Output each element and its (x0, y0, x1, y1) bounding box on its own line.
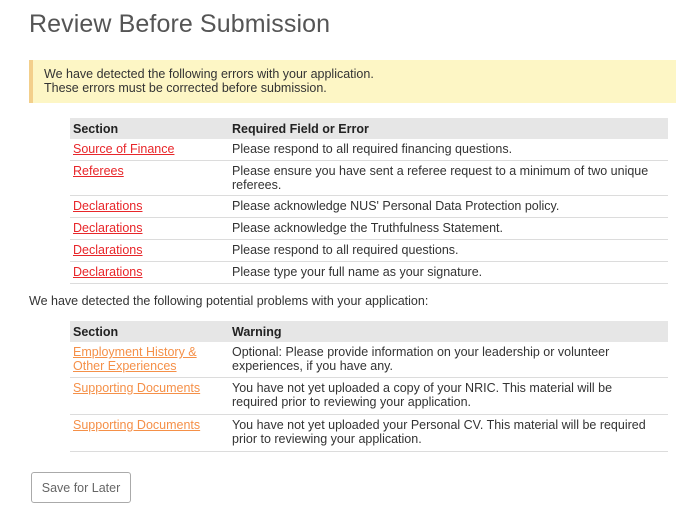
alert-line-1: We have detected the following errors with your application. (44, 67, 374, 81)
error-message: Please respond to all required financing questions. (228, 139, 668, 161)
error-alert (29, 60, 676, 103)
header-required-field: Required Field or Error (228, 118, 668, 139)
section-link-source-of-finance[interactable]: Source of Finance (73, 142, 175, 156)
section-link-supporting-documents[interactable]: Supporting Documents (73, 381, 201, 395)
table-row (70, 196, 668, 218)
section-link-declarations[interactable]: Declarations (73, 243, 143, 257)
page-title: Review Before Submission (29, 10, 331, 38)
table-row (70, 139, 668, 161)
section-link-declarations[interactable]: Declarations (73, 221, 143, 235)
warning-message: You have not yet uploaded a copy of your NRIC. This material will be required prior to reviewing your application. (228, 378, 668, 415)
section-link-employment-history[interactable]: Employment History & Other Experiences (73, 345, 197, 373)
section-link-declarations[interactable]: Declarations (73, 199, 143, 213)
header-section: Section (70, 321, 228, 342)
table-row (70, 240, 668, 262)
error-message: Please type your full name as your signature. (228, 262, 668, 284)
error-message: Please respond to all required questions. (228, 240, 668, 262)
header-section: Section (70, 118, 228, 139)
error-message: Please acknowledge the Truthfulness Statement. (228, 218, 668, 240)
warnings-table-header (70, 321, 668, 342)
potential-problems-text: We have detected the following potential problems with your application: (29, 294, 429, 308)
table-row (70, 218, 668, 240)
table-row (70, 415, 668, 452)
errors-table-header (70, 118, 668, 139)
warning-message: You have not yet uploaded your Personal CV. This material will be required prior to reviewing your application. (228, 415, 668, 452)
header-warning: Warning (228, 321, 668, 342)
table-row (70, 161, 668, 196)
save-for-later-button[interactable]: Save for Later (31, 472, 131, 503)
errors-table (70, 118, 668, 284)
section-link-supporting-documents[interactable]: Supporting Documents (73, 418, 201, 432)
table-row (70, 342, 668, 378)
alert-line-2: These errors must be corrected before submission. (44, 81, 327, 95)
table-row (70, 378, 668, 415)
section-link-referees[interactable]: Referees (73, 164, 124, 178)
warning-message: Optional: Please provide information on your leadership or volunteer experiences, if you have any. (228, 342, 668, 378)
error-message: Please ensure you have sent a referee request to a minimum of two unique referees. (228, 161, 668, 196)
error-message: Please acknowledge NUS' Personal Data Protection policy. (228, 196, 668, 218)
section-link-declarations[interactable]: Declarations (73, 265, 143, 279)
warnings-table (70, 321, 668, 452)
table-row (70, 262, 668, 284)
